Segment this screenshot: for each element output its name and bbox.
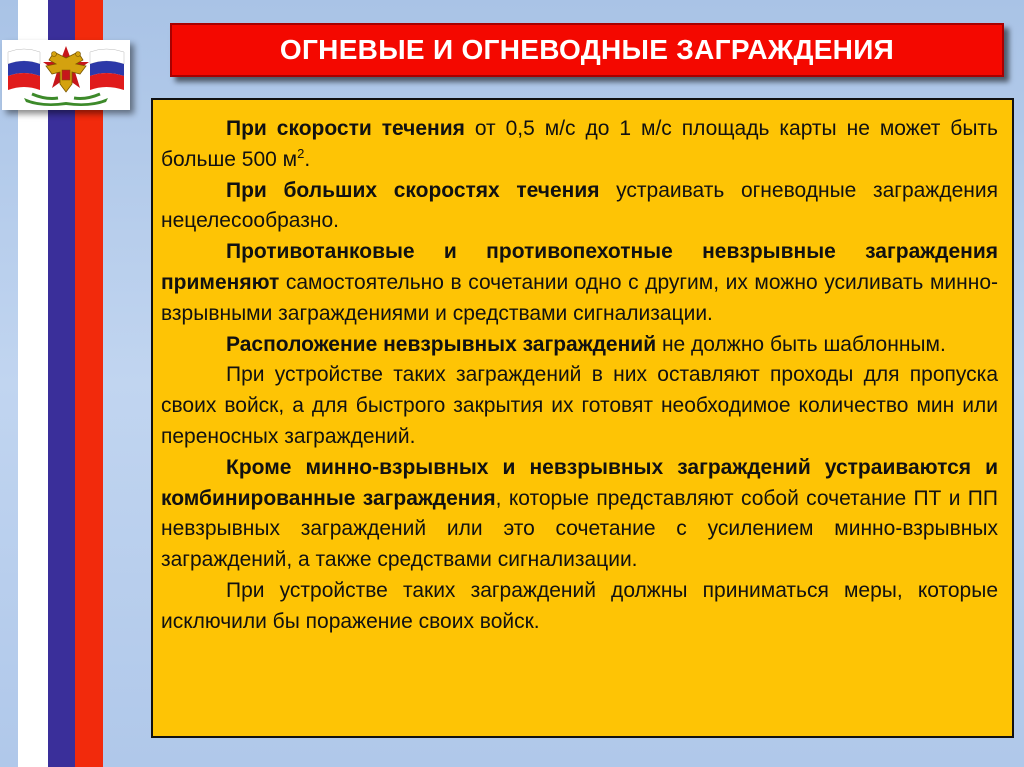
paragraph-text: устраивать огневодные заграждения нецелесообразно.	[161, 178, 998, 233]
flag-stripe-white	[18, 0, 48, 767]
paragraph	[161, 453, 998, 576]
paragraph	[161, 330, 998, 361]
paragraph-text: от 0,5 м/с до 1 м/с площадь карты не может быть больше 500 м	[161, 117, 998, 171]
flag-stripe-blue	[48, 0, 75, 767]
paragraph	[161, 114, 998, 176]
content-box	[151, 98, 1014, 738]
paragraph-bold-lead: Кроме минно-взрывных и невзрывных заграждений устраиваются и комбинированные заграждения	[161, 455, 998, 510]
title-bar	[170, 23, 1004, 77]
paragraph-text: При устройстве таких заграждений должны приниматься меры, которые исключили бы поражение своих войск.	[161, 578, 998, 633]
paragraph	[161, 176, 998, 238]
paragraph	[161, 576, 998, 638]
paragraph-text: , которые представляют собой сочетание ПТ и ПП невзрывных заграждений или это сочетание с усилением минно-взрывных заграждений, а также средствами сигнализации.	[161, 486, 998, 572]
paragraph-bold-lead: Расположение невзрывных заграждений	[226, 332, 657, 356]
superscript: 2	[297, 145, 305, 161]
paragraph	[161, 360, 998, 452]
slide-title: ОГНЕВЫЕ И ОГНЕВОДНЫЕ ЗАГРАЖДЕНИЯ	[279, 34, 895, 65]
paragraph-text: самостоятельно в сочетании одно с другим, их можно усиливать минно-взрывными заграждениями и средствами сигнализации.	[161, 270, 998, 325]
emblem-icon	[2, 40, 130, 110]
paragraph	[161, 237, 998, 329]
paragraph-bold-lead: При больших скоростях течения	[226, 178, 600, 202]
paragraph-bold-lead: При скорости течения	[226, 117, 465, 140]
flag-stripe-red	[75, 0, 103, 767]
paragraph-tail: .	[304, 147, 311, 171]
paragraph-bold-lead: Противотанковые и противопехотные невзрывные заграждения применяют	[161, 240, 998, 294]
paragraph-text: не должно быть шаблонным.	[656, 332, 946, 356]
paragraph-text: При устройстве таких заграждений в них оставляют проходы для пропуска своих войск, а для быстрого закрытия их готовят необходимое количество мин или переносных заграждений.	[161, 363, 998, 448]
